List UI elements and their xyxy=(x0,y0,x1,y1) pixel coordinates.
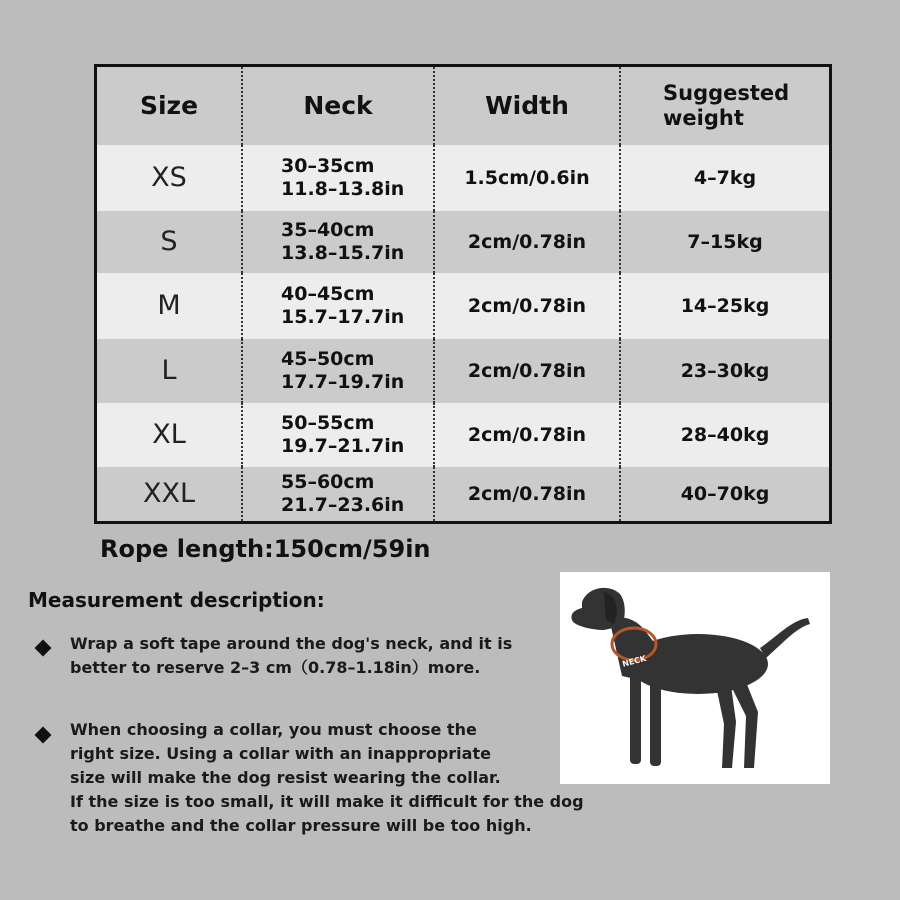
neck-cm: 40–45cm xyxy=(281,283,375,306)
width-xl: 2cm/0.78in xyxy=(433,403,619,467)
measurement-title: Measurement description: xyxy=(28,588,325,612)
dog-illustration xyxy=(560,572,830,784)
neck-cm: 45–50cm xyxy=(281,348,375,371)
neck-in: 15.7–17.7in xyxy=(281,306,405,328)
neck-in: 21.7–23.6in xyxy=(281,494,405,516)
width-xxl: 2cm/0.78in xyxy=(433,467,619,521)
header-neck: Neck xyxy=(241,67,433,145)
neck-xl xyxy=(241,403,433,467)
header-size: Size xyxy=(97,67,241,145)
neck-in: 17.7–19.7in xyxy=(281,371,405,393)
neck-xxl xyxy=(241,467,433,521)
header-width: Width xyxy=(433,67,619,145)
size-xxl: XXL xyxy=(97,467,241,521)
neck-l xyxy=(241,339,433,403)
neck-label: NECK xyxy=(621,653,648,669)
weight-s: 7–15kg xyxy=(619,211,829,273)
weight-xl: 28–40kg xyxy=(619,403,829,467)
text-line: size will make the dog resist wearing the collar. xyxy=(70,768,501,787)
bullet-diamond-icon xyxy=(35,727,52,744)
size-xs: XS xyxy=(97,145,241,211)
size-m: M xyxy=(97,273,241,339)
neck-s xyxy=(241,211,433,273)
neck-cm: 50–55cm xyxy=(281,412,375,435)
weight-m: 14–25kg xyxy=(619,273,829,339)
text-line: right size. Using a collar with an inappropriate xyxy=(70,744,491,763)
measurement-point-1 xyxy=(70,632,512,680)
neck-in: 11.8–13.8in xyxy=(281,178,405,200)
neck-in: 13.8–15.7in xyxy=(281,242,405,264)
width-xs: 1.5cm/0.6in xyxy=(433,145,619,211)
weight-xs: 4–7kg xyxy=(619,145,829,211)
neck-in: 19.7–21.7in xyxy=(281,435,405,457)
size-l: L xyxy=(97,339,241,403)
size-xl: XL xyxy=(97,403,241,467)
size-table xyxy=(94,64,832,524)
measurement-point-2 xyxy=(70,718,584,838)
neck-xs xyxy=(241,145,433,211)
weight-l: 23–30kg xyxy=(619,339,829,403)
neck-cm: 55–60cm xyxy=(281,471,375,494)
size-s: S xyxy=(97,211,241,273)
neck-cm: 30–35cm xyxy=(281,155,375,178)
neck-cm: 35–40cm xyxy=(281,219,375,242)
rope-length: Rope length:150cm/59in xyxy=(100,535,431,563)
dog-neck-measure-icon xyxy=(560,572,830,784)
neck-m xyxy=(241,273,433,339)
weight-xxl: 40–70kg xyxy=(619,467,829,521)
width-m: 2cm/0.78in xyxy=(433,273,619,339)
text-line: better to reserve 2–3 cm（0.78–1.18in）more. xyxy=(70,658,481,677)
text-line: When choosing a collar, you must choose the xyxy=(70,720,477,739)
width-l: 2cm/0.78in xyxy=(433,339,619,403)
header-weight: Suggested weight xyxy=(619,67,829,145)
text-line: to breathe and the collar pressure will be too high. xyxy=(70,816,532,835)
width-s: 2cm/0.78in xyxy=(433,211,619,273)
bullet-diamond-icon xyxy=(35,640,52,657)
text-line: Wrap a soft tape around the dog's neck, and it is xyxy=(70,634,513,653)
text-line: If the size is too small, it will make it difficult for the dog xyxy=(70,792,584,811)
